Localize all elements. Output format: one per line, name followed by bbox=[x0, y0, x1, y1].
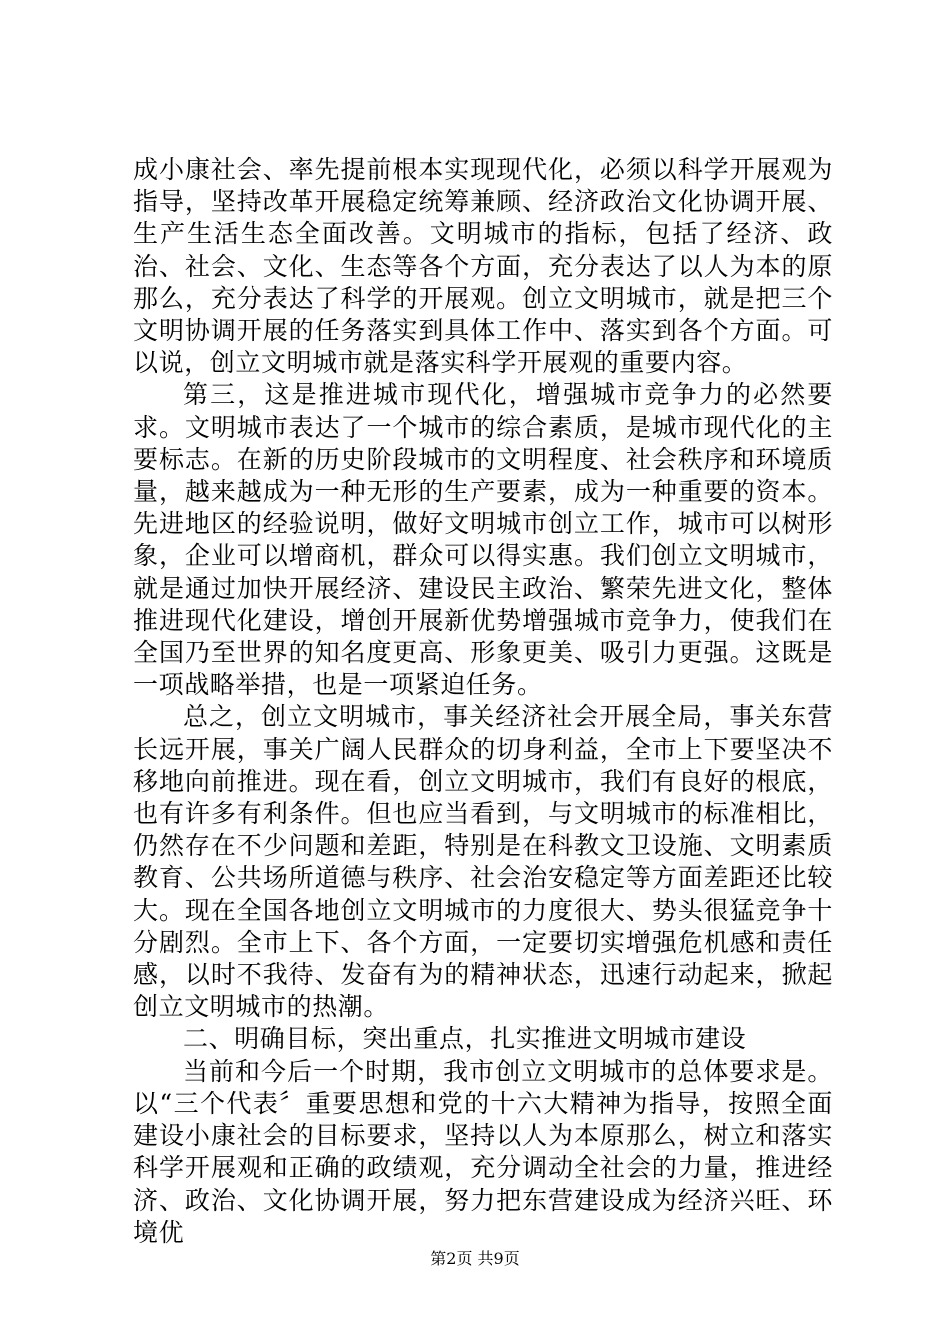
section-heading: 二、明确目标，突出重点，扎实推进文明城市建设 bbox=[183, 1024, 747, 1054]
paragraph-summary: 总之，创立文明城市，事关经济社会开展全局，事关东营长远开展，事关广阔人民群众的切身利益，全市上下要坚决不移地向前推进。现在看，创立文明城市，我们有良好的根底，也有许多有利条件。但也应当看到，与文明城市的标准相比，仍然存在不少问题和差距，特别是在科教文卫设施、文明素质教育、公共场所道德与秩序、社会治安稳定等方面差距还比较大。现在全国各地创立文明城市的力度很大、势头很猛竞争十分剧烈。全市上下、各个方面，一定要切实增强危机感和责任感，以时不我待、发奋有为的精神状态，迅速行动起来，掀起创立文明城市的热潮。 bbox=[133, 702, 833, 1022]
paragraph-continuation: 成小康社会、率先提前根本实现现代化，必须以科学开展观为指导，坚持改革开展稳定统筹兼顾、经济政治文化协调开展、生产生活生态全面改善。文明城市的指标，包括了经济、政治、社会、文化、生态等各个方面，充分表达了以人为本的原那么，充分表达了科学的开展观。创立文明城市，就是把三个文明协调开展的任务落实到具体工作中、落实到各个方面。可以说，创立文明城市就是落实科学开展观的重要内容。 bbox=[133, 155, 833, 378]
paragraph-overall-requirements: 当前和今后一个时期，我市创立文明城市的总体要求是。以“三个代表〞重要思想和党的十六大精神为指导，按照全面建设小康社会的目标要求，坚持以人为本原那么，树立和落实科学开展观和正确的政绩观，充分调动全社会的力量，推进经济、政治、文化协调开展，努力把东营建设成为经济兴旺、环境优 bbox=[133, 1056, 833, 1247]
paragraph-third-point: 第三，这是推进城市现代化，增强城市竞争力的必然要求。文明城市表达了一个城市的综合素质，是城市现代化的主要标志。在新的历史阶段城市的文明程度、社会秩序和环境质量，越来越成为一种无形的生产要素，成为一种重要的资本。先进地区的经验说明，做好文明城市创立工作，城市可以树形象，企业可以增商机，群众可以得实惠。我们创立文明城市，就是通过加快开展经济、建设民主政治、繁荣先进文化，整体推进现代化建设，增创开展新优势增强城市竞争力，使我们在全国乃至世界的知名度更高、形象更美、吸引力更强。这既是一项战略举措，也是一项紧迫任务。 bbox=[133, 380, 833, 700]
document-body bbox=[133, 154, 833, 1249]
page-number-footer: 第2页 共9页 bbox=[430, 1249, 520, 1268]
